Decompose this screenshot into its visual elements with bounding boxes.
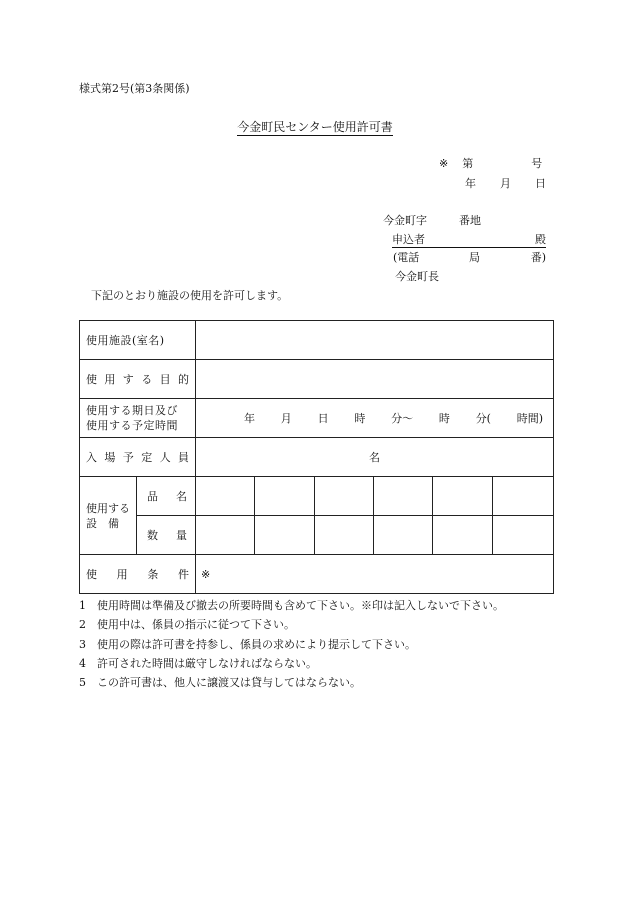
quantity-label: 数量 — [137, 516, 196, 555]
facility-label: 使用施設(室名) — [80, 321, 196, 360]
applicant-line — [392, 231, 546, 248]
period-label-line-2: 使用する予定時間 — [86, 419, 178, 432]
quantity-cell[interactable] — [255, 516, 315, 555]
item-name-cell[interactable] — [255, 477, 315, 516]
time-end-minute: 分( — [475, 412, 491, 425]
item-name-cell[interactable] — [433, 477, 493, 516]
time-start-hour: 時 — [354, 412, 366, 425]
permit-dai: 第 — [462, 157, 474, 170]
note-number: 4 — [79, 656, 86, 670]
equipment-label — [80, 477, 137, 555]
time-day: 日 — [317, 412, 329, 425]
purpose-row — [80, 360, 554, 399]
quantity-cell[interactable] — [433, 516, 493, 555]
equipment-label-line-1: 使用する — [86, 501, 130, 515]
time-units — [244, 410, 543, 426]
date-month: 月 — [500, 177, 511, 190]
document-title — [0, 118, 630, 135]
equipment-label-line-2: 設 備 — [86, 516, 119, 530]
equipment-row-quantity — [80, 516, 554, 555]
attendees-label: 入場予定人員 — [80, 438, 196, 477]
note-number: 5 — [79, 676, 86, 690]
note-number: 1 — [79, 599, 86, 612]
attendees-row — [80, 438, 554, 477]
lead-text: 下記のとおり施設の使用を許可します。 — [91, 289, 289, 302]
item-name-cell[interactable] — [493, 477, 554, 516]
note-text: 使用時間は準備及び撤去の所要時間も含めて下さい。※印は記入しないで下さい。 — [97, 599, 504, 612]
time-duration: 時間) — [516, 412, 544, 425]
time-end-hour: 時 — [438, 412, 450, 425]
permit-number-line — [439, 155, 542, 171]
equipment-row-name — [80, 477, 554, 516]
purpose-field[interactable] — [196, 360, 554, 399]
purpose-label: 使用する目的 — [80, 360, 196, 399]
permit-table — [79, 320, 554, 594]
item-name-cell[interactable] — [315, 477, 374, 516]
conditions-row — [80, 555, 554, 594]
address-town: 今金町字 — [383, 214, 427, 227]
note-item — [79, 674, 504, 693]
note-number: 3 — [79, 637, 86, 651]
note-item — [79, 616, 504, 635]
address-line — [383, 212, 481, 228]
time-year: 年 — [244, 412, 255, 425]
item-name-label: 品名 — [137, 477, 196, 516]
period-row — [80, 399, 554, 438]
note-item — [79, 597, 504, 616]
note-number: 2 — [79, 618, 86, 632]
time-month: 月 — [280, 412, 292, 425]
date-year: 年 — [465, 177, 476, 190]
quantity-cell[interactable] — [493, 516, 554, 555]
applicant-honorific: 殿 — [535, 233, 546, 246]
quantity-cell[interactable] — [315, 516, 374, 555]
note-text: 許可された時間は厳守しなければならない。 — [97, 656, 317, 670]
time-start-minute: 分～ — [391, 412, 414, 425]
permit-go: 号 — [531, 157, 543, 170]
note-text: 使用の際は許可書を持参し、係員の求めにより提示して下さい。 — [97, 637, 416, 651]
date-day: 日 — [535, 177, 546, 190]
period-label — [80, 399, 196, 438]
document-title-text: 今金町民センター使用許可書 — [237, 120, 393, 134]
phone-open: (電話 — [393, 251, 420, 264]
conditions-field[interactable] — [196, 555, 554, 594]
form-number-label: 様式第2号(第3条関係) — [79, 82, 190, 95]
attendees-unit: 名 — [369, 451, 381, 464]
permit-date-line — [465, 175, 546, 191]
phone-ban: 番) — [530, 251, 546, 264]
address-banchi: 番地 — [459, 214, 481, 227]
period-field[interactable] — [196, 399, 554, 438]
facility-row — [80, 321, 554, 360]
applicant-label: 申込者 — [392, 233, 425, 246]
item-name-cell[interactable] — [374, 477, 433, 516]
mayor-line: 今金町長 — [395, 270, 439, 283]
note-item — [79, 655, 504, 674]
conditions-mark: ※ — [201, 567, 211, 581]
phone-line — [393, 249, 546, 265]
conditions-label: 使用条件 — [80, 555, 196, 594]
facility-field[interactable] — [196, 321, 554, 360]
quantity-cell[interactable] — [374, 516, 433, 555]
period-label-line-1: 使用する期日及び — [86, 404, 178, 417]
notes-list — [79, 597, 504, 693]
quantity-cell[interactable] — [196, 516, 255, 555]
note-text: この許可書は、他人に譲渡又は貸与してはならない。 — [97, 676, 361, 690]
permit-mark: ※ — [439, 157, 449, 170]
phone-kyoku: 局 — [469, 251, 480, 264]
attendees-field[interactable] — [196, 438, 554, 477]
item-name-cell[interactable] — [196, 477, 255, 516]
note-item — [79, 636, 504, 655]
note-text: 使用中は、係員の指示に従つて下さい。 — [97, 618, 295, 632]
